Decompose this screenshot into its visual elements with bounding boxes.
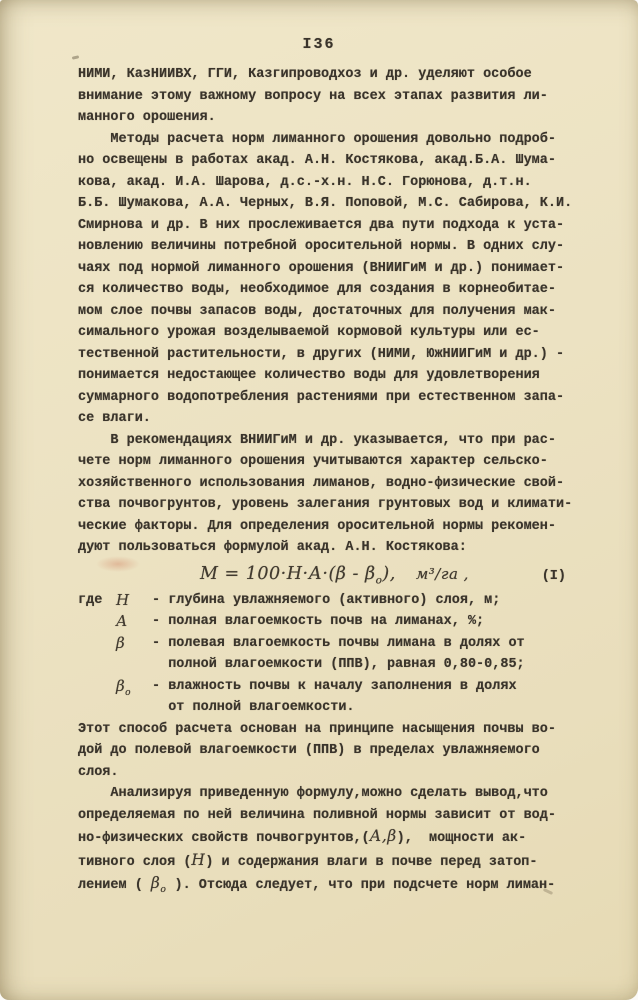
definition-row [78, 676, 580, 719]
text-line: суммарного водопотребления растениями при естественном запа- [78, 389, 565, 405]
where-label: где [78, 592, 103, 608]
text-line: - полная влагоемкость почв на лиманах, %; [152, 614, 485, 629]
text-line: Б.Б. Шумакова, А.А. Черных, В.Я. Поповой, М.С. Сабирова, К.И. [78, 196, 573, 211]
text-line: внимание этому важному вопросу на всех этапах развития ли- [78, 88, 548, 104]
definition-text [152, 611, 580, 633]
definition-symbol: А [116, 612, 128, 630]
text-line: - полевая влагоемкость почвы лимана в долях от [152, 635, 525, 651]
definition-row [78, 611, 580, 633]
handwritten-symbol: $\beta_o$ [150, 874, 167, 896]
handwritten-symbol: А,β [369, 827, 397, 845]
text-line: ся количество воды, необходимое для создания в корнеобитае- [78, 282, 556, 297]
text-line: В рекомендациях ВНИИГиМ и др. указывается, что при рас- [78, 432, 556, 448]
text-line: определяемая по ней величина поливной нормы зависит от вод- [78, 807, 556, 823]
text-body [78, 64, 580, 901]
paper-speck [72, 55, 79, 59]
text-line: хозяйственного использования лиманов, водно-физические свой- [78, 475, 565, 491]
text-line: Этот способ расчета основан на принципе насыщения почвы во- [78, 721, 556, 737]
text-line: мом слое почвы запасов воды, достаточных для получения мак- [78, 303, 556, 319]
text-line: ства почвогрунтов, уровень залегания грунтовых вод и климати- [78, 497, 573, 512]
text-line: ческие факторы. Для определения оросительной нормы рекомен- [78, 518, 556, 534]
text-line: се влаги. [78, 411, 151, 426]
formula-units: м³/га , [415, 564, 469, 583]
definition-row [78, 590, 580, 612]
text-line: - глубина увлажняемого (активного) слоя, м; [152, 592, 501, 608]
text-line: манного орошения. [78, 110, 216, 125]
text-line: Смирнова и др. В них прослеживается два пути подхода к уста- [78, 217, 565, 233]
text-line: дой до полевой влагоемкости (ППВ) в пределах увлажняемого [78, 743, 540, 758]
definition-symbol: Н [116, 590, 130, 609]
text-line: слоя. [78, 764, 119, 780]
paragraph [78, 64, 580, 129]
definitions-list [78, 590, 580, 719]
text-line: чаях под нормой лиманного орошения (ВНИИГиМ и др.) понимает- [78, 260, 565, 276]
text-line: понимается недостающее количество воды для удовлетворения [78, 368, 540, 383]
paragraph [78, 129, 580, 430]
definition-text [152, 633, 580, 676]
formula-expression: $М = 100\cdot Н\cdot А\cdot(\beta - \beta_o)$, [200, 563, 396, 586]
text-line: новлению величины потребной оросительной нормы. В одних слу- [78, 239, 565, 254]
text-line: Анализируя приведенную формулу,можно сделать вывод,что [78, 786, 548, 801]
text-line: тественной растительности, в других (НИМИ, ЮжНИИГиМ и др.) - [78, 346, 565, 362]
text-line: Методы расчета норм лиманного орошения довольно подроб- [78, 131, 556, 147]
page-number: I36 [302, 36, 336, 53]
definition-row [78, 633, 580, 676]
text-line: - влажность почвы к началу заполнения в долях [152, 678, 517, 694]
text-line: НИМИ, КазНИИВХ, ГГИ, Казгипроводхоз и др. уделяют особое [78, 67, 532, 82]
definition-text [152, 590, 580, 612]
text-line: тивного слоя (Н) и содержания влаги в почве перед затоп- [78, 850, 538, 870]
paragraph [78, 783, 580, 901]
handwritten-symbol: Н [191, 850, 206, 869]
paragraph [78, 719, 580, 784]
definition-symbol: $\beta_o$ [116, 676, 132, 698]
text-line: но-физических свойств почвогрунтов,(А,β), мощности ак- [78, 827, 527, 846]
formula-number: (I) [541, 568, 566, 584]
definition-text [152, 676, 580, 719]
text-line: полной влагоемкости (ППВ), равная 0,80-0,85; [152, 657, 525, 672]
formula [78, 559, 580, 590]
definition-symbol: β [116, 633, 126, 652]
text-line: симального урожая возделываемой кормовой культуры или ес- [78, 325, 540, 340]
text-line: от полной влагоемкости. [152, 700, 355, 715]
text-line: лением ( $\beta_o$ ). Отсюда следует, что при подсчете норм лиман- [78, 874, 556, 896]
text-line: кова, акад. И.А. Шарова, д.с.-х.н. Н.С. Горюнова, д.т.н. [78, 174, 532, 190]
paragraph [78, 430, 580, 559]
text-line: чете норм лиманного орошения учитываются характер сельско- [78, 454, 548, 469]
text-line: дуют пользоваться формулой акад. А.Н. Костякова: [78, 540, 467, 555]
text-line: но освещены в работах акад. А.Н. Костякова, акад.Б.А. Шума- [78, 153, 556, 168]
